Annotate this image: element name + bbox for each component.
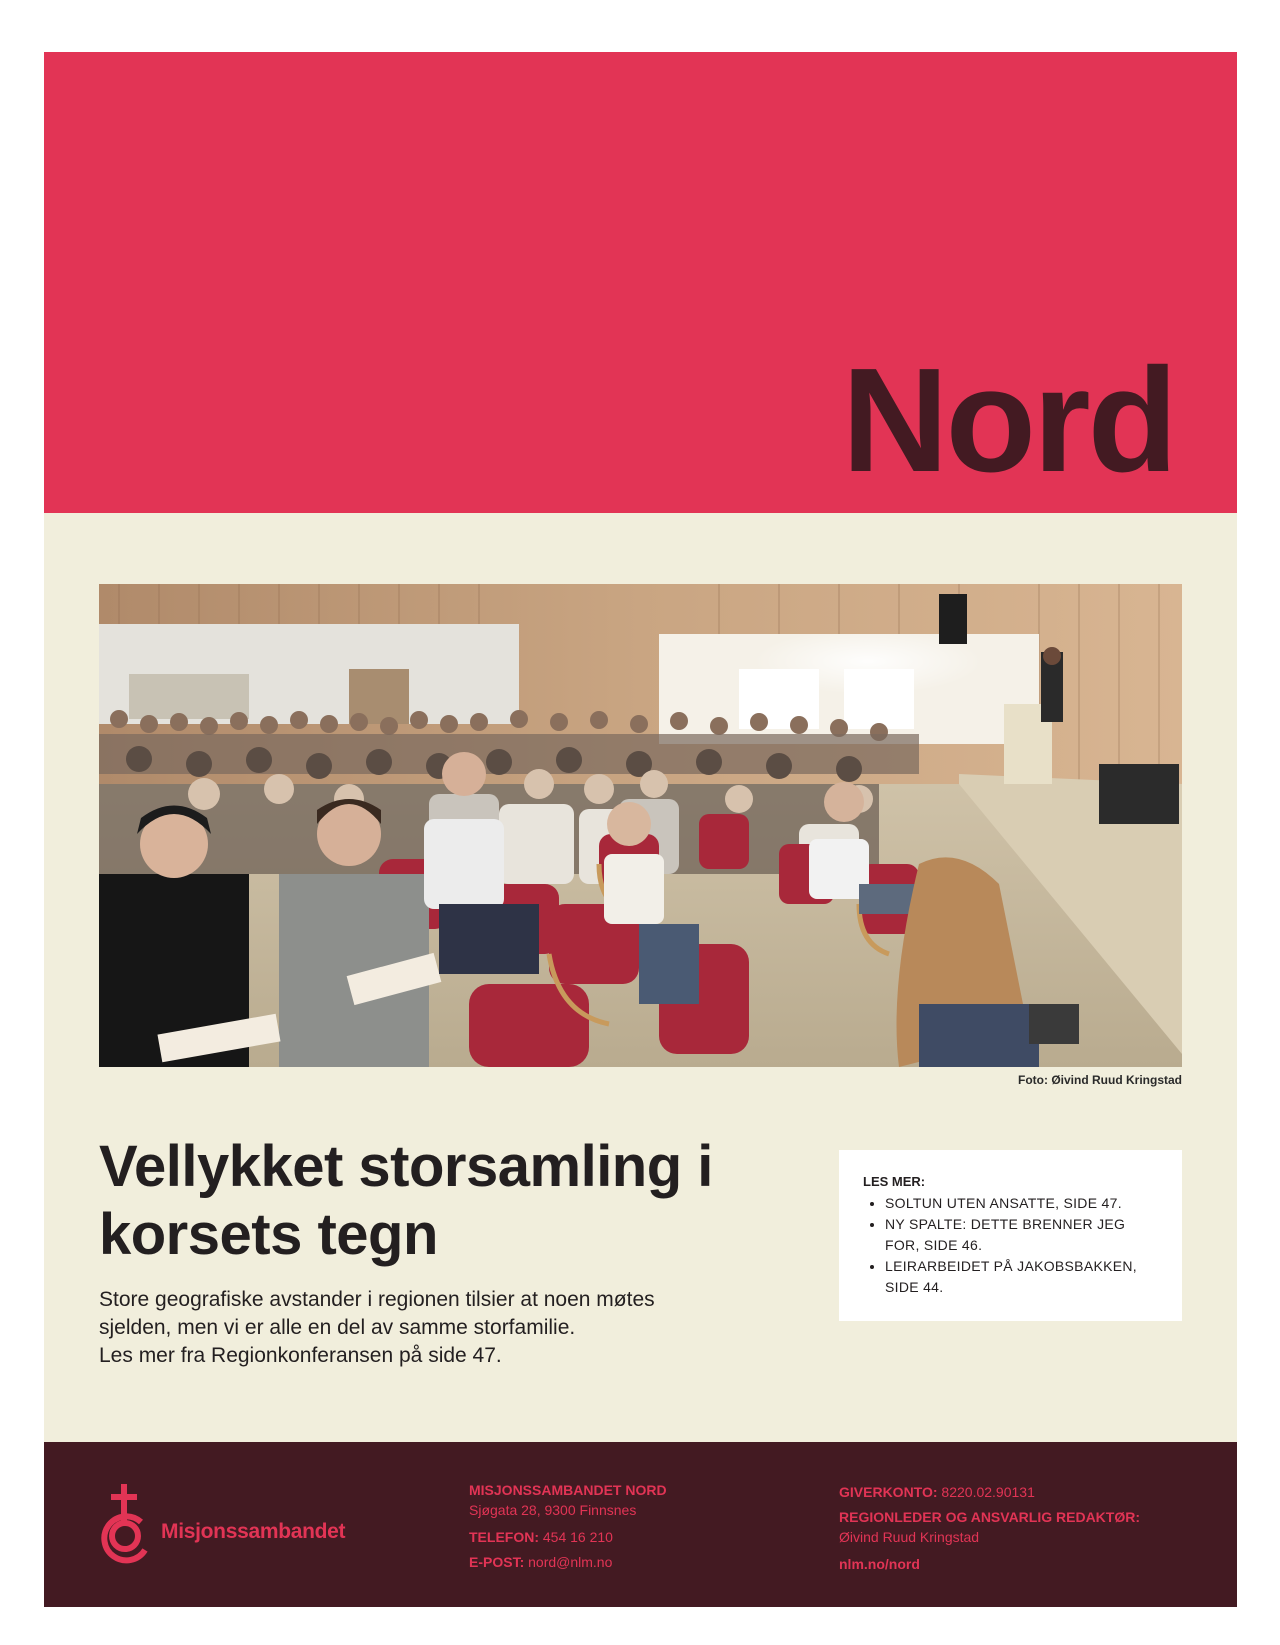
email-link[interactable]: nord@nlm.no	[528, 1554, 613, 1570]
page	[44, 52, 1237, 1607]
read-more-item[interactable]: • SOLTUN UTEN ANSATTE, SIDE 47.	[885, 1193, 1158, 1214]
footer-info	[839, 1480, 1140, 1577]
account-value: 8220.02.90131	[941, 1484, 1035, 1500]
read-more-box	[839, 1150, 1182, 1321]
org-name: MISJONSSAMBANDET NORD	[469, 1482, 667, 1498]
cross-circle-logo-icon	[99, 1484, 155, 1564]
article-section	[44, 513, 1237, 1442]
leader-name: Øivind Ruud Kringstad	[839, 1529, 980, 1545]
account-label: GIVERKONTO:	[839, 1484, 938, 1500]
leader-label: REGIONLEDER OG ANSVARLIG REDAKTØR:	[839, 1509, 1141, 1525]
email-label: E-POST:	[469, 1554, 525, 1570]
photo-credit: Foto: Øivind Ruud Kringstad	[1018, 1073, 1182, 1087]
read-more-item[interactable]: • LEIRARBEIDET PÅ JAKOBSBAKKEN, SIDE 44.	[885, 1256, 1158, 1298]
article-headline	[99, 1133, 779, 1269]
article-lead	[99, 1286, 789, 1370]
logo-text: Misjonssambandet	[161, 1520, 346, 1543]
headline-line-2: korsets tegn	[99, 1202, 438, 1267]
read-more-title: LES MER:	[863, 1174, 926, 1189]
read-more-item[interactable]: • NY SPALTE: DETTE BRENNER JEG FOR, SIDE 46.	[885, 1214, 1158, 1256]
website-link[interactable]: nlm.no/nord	[839, 1556, 920, 1572]
header-banner	[44, 52, 1237, 513]
read-more-list	[863, 1193, 1158, 1298]
phone-value[interactable]: 454 16 210	[542, 1529, 613, 1545]
org-address: Sjøgata 28, 9300 Finnsnes	[469, 1502, 637, 1518]
lead-line-3: Les mer fra Regionkonferansen på side 47.	[99, 1344, 502, 1367]
footer	[44, 1442, 1237, 1607]
lead-line-2: sjelden, men vi er alle en del av samme storfamilie.	[99, 1316, 576, 1339]
phone-label: TELEFON:	[469, 1529, 539, 1545]
conference-photo	[99, 584, 1182, 1067]
headline-line-1: Vellykket storsamling i	[99, 1134, 713, 1199]
footer-contact	[469, 1480, 667, 1575]
misjonssambandet-logo	[99, 1484, 359, 1564]
lead-line-1: Store geografiske avstander i regionen tilsier at noen møtes	[99, 1288, 655, 1311]
region-title: Nord	[841, 338, 1175, 503]
